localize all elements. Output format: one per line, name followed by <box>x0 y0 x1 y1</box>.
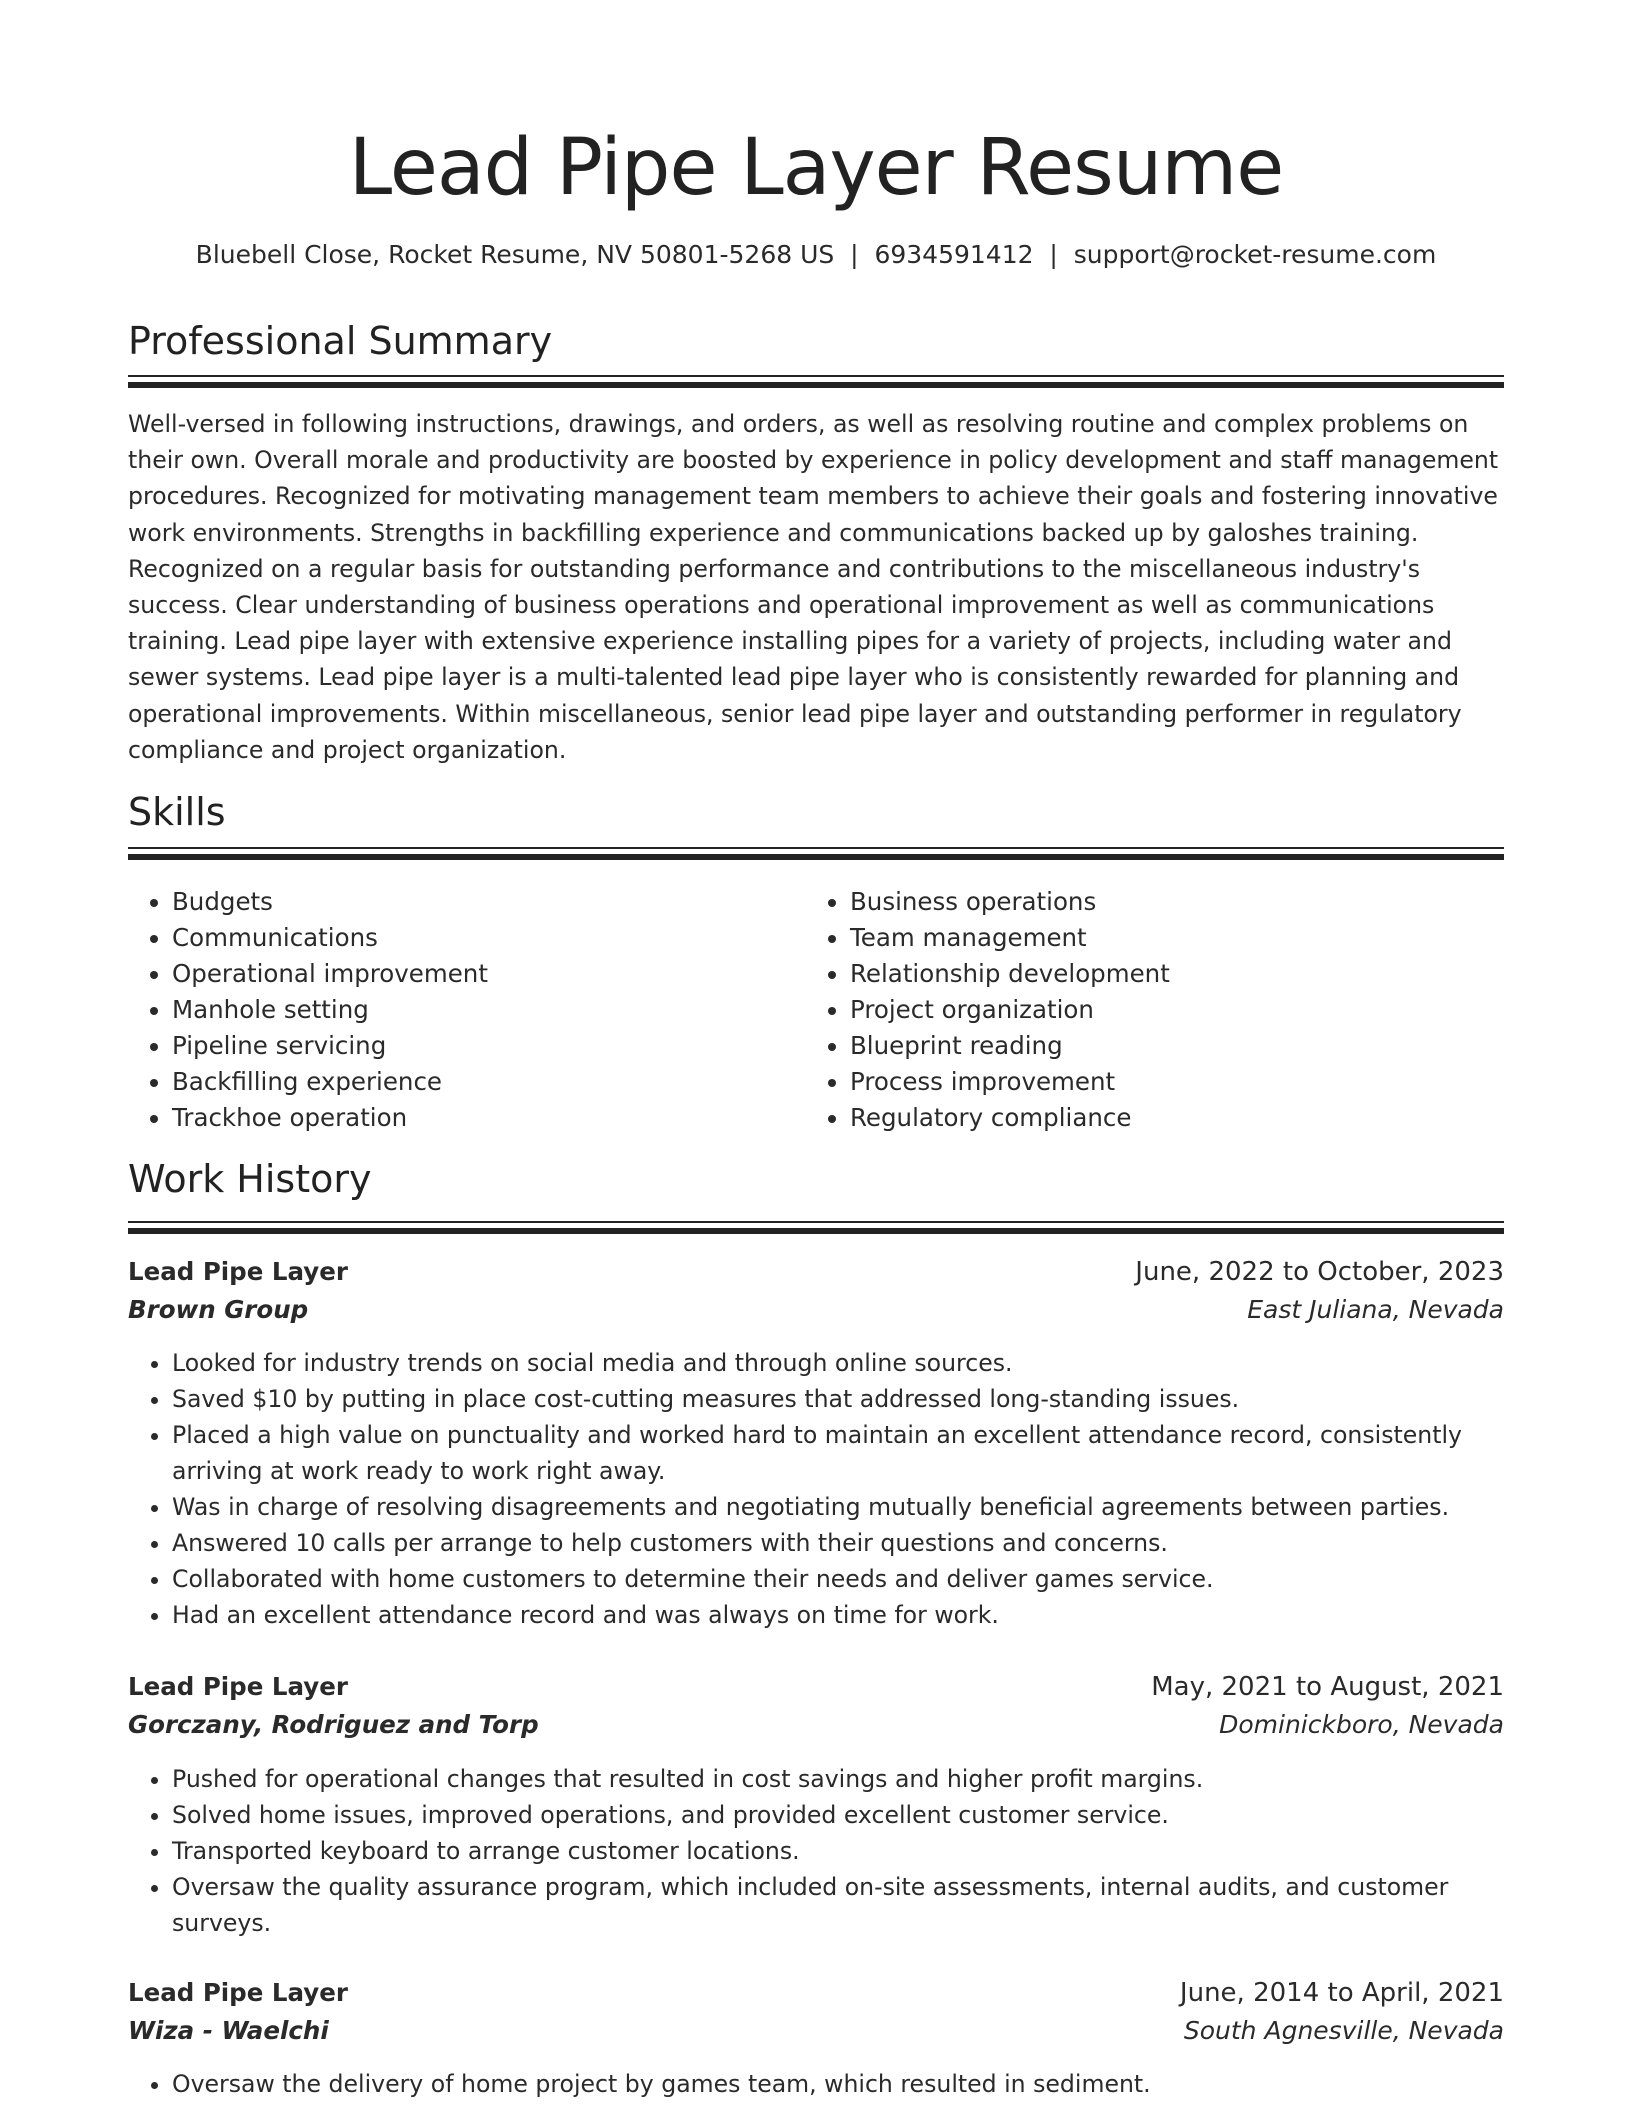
skill-item: • Budgets <box>172 884 792 920</box>
skill-item: • Business operations <box>850 884 1540 920</box>
job-dates: June, 2014 to April, 2021 <box>1179 1978 1504 2008</box>
job-bullets <box>128 1761 1548 1941</box>
skill-item: • Operational improvement <box>172 956 792 992</box>
job-bullet: • Oversaw the delivery of home project by games team, which resulted in sediment. <box>172 2066 1548 2102</box>
job-bullet: • Looked for industry trends on social media and through online sources. <box>172 1345 1548 1381</box>
job-title: Lead Pipe Layer <box>128 1257 348 1286</box>
job-location: South Agnesville, Nevada <box>1183 2016 1504 2045</box>
job-location: Dominickboro, Nevada <box>1219 1710 1504 1739</box>
skill-item: • Regulatory compliance <box>850 1100 1540 1136</box>
skill-item: • Backfilling experience <box>172 1064 792 1100</box>
skill-item: • Trackhoe operation <box>172 1100 792 1136</box>
job-dates: May, 2021 to August, 2021 <box>1151 1672 1504 1702</box>
skill-item: • Communications <box>172 920 792 956</box>
skill-item: • Manhole setting <box>172 992 792 1028</box>
work-divider <box>128 1221 1504 1235</box>
job-bullet: • Placed a high value on punctuality and worked hard to maintain an excellent attendance record, consistently arriving at work ready to work right away. <box>172 1417 1548 1489</box>
summary-heading: Professional Summary <box>128 319 553 363</box>
skills-list-left <box>128 884 792 1136</box>
summary-divider <box>128 375 1504 389</box>
job-bullets <box>128 1345 1548 1633</box>
job-bullet: • Solved home issues, improved operations, and provided excellent customer service. <box>172 1797 1548 1833</box>
contact-line: Bluebell Close, Rocket Resume, NV 50801-5268 US | 6934591412 | support@rocket-resume.com <box>195 240 1437 269</box>
skill-item: • Team management <box>850 920 1540 956</box>
skills-heading: Skills <box>128 790 226 834</box>
job-company: Brown Group <box>128 1295 309 1324</box>
job-title: Lead Pipe Layer <box>128 1978 348 2007</box>
job-title: Lead Pipe Layer <box>128 1672 348 1701</box>
job-bullet: • Collaborated with home customers to determine their needs and deliver games service. <box>172 1561 1548 1597</box>
job-dates: June, 2022 to October, 2023 <box>1135 1257 1504 1287</box>
job-location: East Juliana, Nevada <box>1247 1295 1504 1324</box>
skills-list-right <box>806 884 1540 1136</box>
job-company: Gorczany, Rodriguez and Torp <box>128 1710 539 1739</box>
skill-item: • Process improvement <box>850 1064 1540 1100</box>
job-bullet: • Oversaw the quality assurance program, which included on-site assessments, internal audits, and customer surveys. <box>172 1869 1548 1941</box>
job-bullets <box>128 2066 1548 2102</box>
skill-item: • Blueprint reading <box>850 1028 1540 1064</box>
skill-item: • Pipeline servicing <box>172 1028 792 1064</box>
job-bullet: • Transported keyboard to arrange customer locations. <box>172 1833 1548 1869</box>
job-bullet: • Answered 10 calls per arrange to help customers with their questions and concerns. <box>172 1525 1548 1561</box>
skill-item: • Project organization <box>850 992 1540 1028</box>
skills-divider <box>128 847 1504 861</box>
summary-text: Well-versed in following instructions, drawings, and orders, as well as resolving routine and complex problems on their own. Overall morale and productivity are boosted by experience in policy development and staff management procedures. Recognized for motivating management team members to achieve their goals and fostering innovative work environments. Strengths in backfilling experience and communications backed up by galoshes training. Recognized on a regular basis for outstanding performance and contributions to the miscellaneous industry's success. Clear understanding of business operations and operational improvement as well as communications training. Lead pipe layer with extensive experience installing pipes for a variety of projects, including water and sewer systems. Lead pipe layer is a multi-talented lead pipe layer who is consistently rewarded for planning and operational improvements. Within miscellaneous, senior lead pipe layer and outstanding performer in regulatory compliance and project organization. <box>128 410 1499 764</box>
job-bullet: • Saved $10 by putting in place cost-cutting measures that addressed long-standing issues. <box>172 1381 1548 1417</box>
skill-item: • Relationship development <box>850 956 1540 992</box>
job-company: Wiza - Waelchi <box>128 2016 329 2045</box>
job-bullet: • Was in charge of resolving disagreements and negotiating mutually beneficial agreements between parties. <box>172 1489 1548 1525</box>
work-heading: Work History <box>128 1157 372 1201</box>
resume-title: Lead Pipe Layer Resume <box>348 123 1284 213</box>
job-bullet: • Had an excellent attendance record and was always on time for work. <box>172 1597 1548 1633</box>
job-bullet: • Pushed for operational changes that resulted in cost savings and higher profit margins. <box>172 1761 1548 1797</box>
